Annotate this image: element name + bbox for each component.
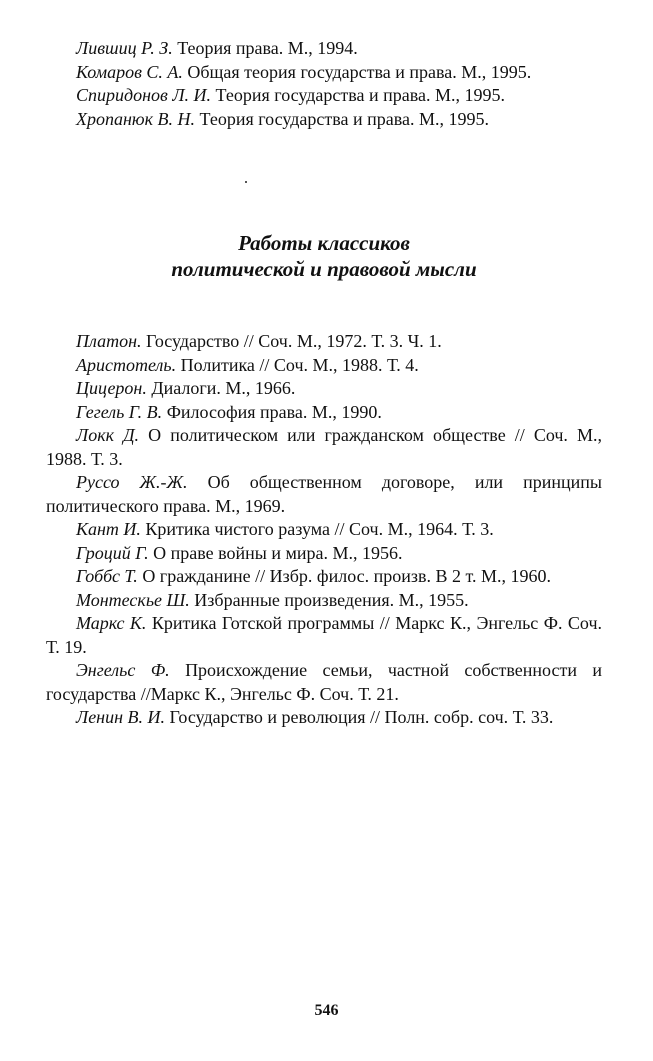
reference-author: Гроций Г. bbox=[76, 542, 149, 563]
reference-entry bbox=[46, 424, 602, 471]
reference-author: Маркс К. bbox=[76, 613, 147, 633]
reference-entry bbox=[46, 330, 602, 354]
reference-entry bbox=[46, 471, 602, 518]
reference-entry bbox=[46, 84, 602, 108]
reference-text: Диалоги. М., 1966. bbox=[151, 378, 296, 398]
reference-author: Спиридонов Л. И. bbox=[76, 85, 212, 105]
reference-author: Гоббс Т. bbox=[76, 566, 138, 586]
reference-text: Избранные произведения. М., 1955. bbox=[194, 589, 469, 610]
reference-entry bbox=[46, 706, 602, 730]
reference-entry bbox=[46, 659, 602, 706]
page-number: 546 bbox=[314, 1002, 339, 1019]
reference-text: О гражданине // Избр. филос. произв. В 2 т. М., 1960. bbox=[142, 566, 552, 586]
reference-author: Энгельс Ф. bbox=[76, 660, 170, 680]
reference-author: Локк Д. bbox=[76, 425, 140, 445]
reference-entry bbox=[46, 108, 602, 132]
reference-author: Гегель Г. В. bbox=[76, 401, 163, 422]
reference-entry bbox=[46, 401, 602, 425]
reference-text: Общая теория государства и права. М., 1995. bbox=[187, 61, 532, 82]
reference-text: Теория права. М., 1994. bbox=[177, 38, 358, 58]
reference-author: Цицерон. bbox=[76, 378, 147, 398]
reference-author: Лившиц Р. З. bbox=[76, 38, 173, 58]
reference-text: О политическом или гражданском обществе // Соч. М., 1988. Т. 3. bbox=[46, 425, 603, 469]
reference-text: Критика Готской программы // Маркс К., Энгельс Ф. Соч. Т. 19. bbox=[46, 613, 602, 657]
reference-entry bbox=[46, 61, 602, 85]
reference-text: Политика // Соч. М., 1988. Т. 4. bbox=[180, 354, 419, 375]
reference-entry bbox=[46, 542, 602, 566]
reference-text: Теория государства и права. М., 1995. bbox=[199, 108, 490, 129]
reference-author: Аристотель. bbox=[76, 354, 177, 375]
reference-entry bbox=[46, 518, 602, 542]
reference-text: Государство и революция // Полн. собр. соч. Т. 33. bbox=[169, 707, 554, 727]
reference-author: Хропанюк В. Н. bbox=[76, 108, 196, 129]
section-heading bbox=[46, 230, 602, 282]
reference-text: Теория государства и права. М., 1995. bbox=[215, 85, 506, 105]
reference-text: Происхождение семьи, частной собственности и государства //Маркс К., Энгельс Ф. Соч. Т. 21. bbox=[46, 660, 602, 704]
reference-text: Критика чистого разума // Соч. М., 1964. Т. 3. bbox=[145, 519, 494, 539]
section-heading-line-2: политической и правовой мысли bbox=[171, 257, 477, 281]
reference-author: Монтескье Ш. bbox=[76, 589, 190, 610]
reference-entry bbox=[46, 565, 602, 589]
reference-text: О праве войны и мира. М., 1956. bbox=[153, 542, 403, 563]
reference-entry bbox=[46, 377, 602, 401]
section-heading-line-1: Работы классиков bbox=[238, 231, 410, 255]
reference-text: Философия права. М., 1990. bbox=[166, 401, 382, 422]
reference-entry bbox=[46, 354, 602, 378]
reference-list-general bbox=[46, 37, 602, 131]
reference-entry bbox=[46, 37, 602, 61]
reference-list-classics bbox=[46, 330, 602, 730]
reference-author: Кант И. bbox=[76, 519, 141, 539]
reference-text: Государство // Соч. М., 1972. Т. 3. Ч. 1. bbox=[146, 331, 442, 351]
print-speck bbox=[245, 181, 247, 183]
reference-entry bbox=[46, 612, 602, 659]
reference-author: Комаров С. А. bbox=[76, 61, 183, 82]
reference-author: Платон. bbox=[76, 331, 142, 351]
reference-author: Ленин В. И. bbox=[76, 707, 166, 727]
reference-entry bbox=[46, 589, 602, 613]
reference-author: Руссо Ж.-Ж. bbox=[76, 472, 188, 492]
reference-text: Об общественном договоре, или принципы политического права. М., 1969. bbox=[46, 472, 602, 516]
